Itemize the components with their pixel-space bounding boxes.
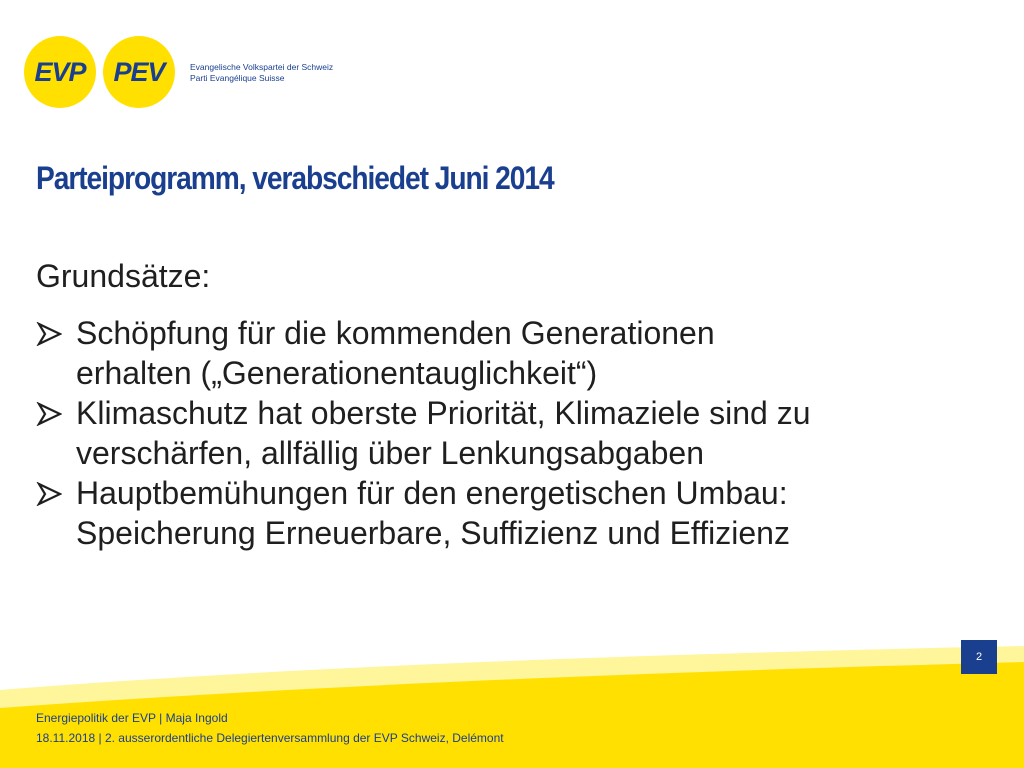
evp-logo-text: EVP xyxy=(34,56,86,87)
bullet-line: verschärfen, allfällig über Lenkungsabgaben xyxy=(76,435,704,471)
org-name-fr: Parti Evangélique Suisse xyxy=(190,73,285,83)
bullet-line: Schöpfung für die kommenden Generationen xyxy=(76,315,715,351)
slide-content xyxy=(36,256,1011,553)
arrow-bullet-icon xyxy=(36,482,62,506)
pev-logo-text: PEV xyxy=(113,56,165,87)
bullet-line: Speicherung Erneuerbare, Suffizienz und Effizienz xyxy=(76,515,790,551)
bullet-item xyxy=(36,473,1011,553)
arrow-bullet-icon xyxy=(36,322,62,346)
bullet-item xyxy=(36,393,1011,473)
bullet-line: Hauptbemühungen für den energetischen Umbau: xyxy=(76,475,788,511)
footer-author: Energiepolitik der EVP | Maja Ingold xyxy=(36,711,228,725)
page-number: 2 xyxy=(961,640,997,674)
bullet-line: Klimaschutz hat oberste Priorität, Klimaziele sind zu xyxy=(76,395,811,431)
bullet-item xyxy=(36,313,1011,393)
pev-logo-circle xyxy=(103,36,175,108)
footer-yellow-band xyxy=(0,640,1024,768)
evp-logo-circle xyxy=(24,36,96,108)
section-heading: Grundsätze: xyxy=(36,258,211,294)
footer-event: 18.11.2018 | 2. ausserordentliche Delegiertenversammlung der EVP Schweiz, Delémont xyxy=(36,731,504,745)
arrow-bullet-icon xyxy=(36,402,62,426)
bullet-line: erhalten („Generationentauglichkeit“) xyxy=(76,355,598,391)
org-name-de: Evangelische Volkspartei der Schweiz xyxy=(190,62,334,72)
slide-title: Parteiprogramm, verabschiedet Juni 2014 xyxy=(36,160,554,196)
